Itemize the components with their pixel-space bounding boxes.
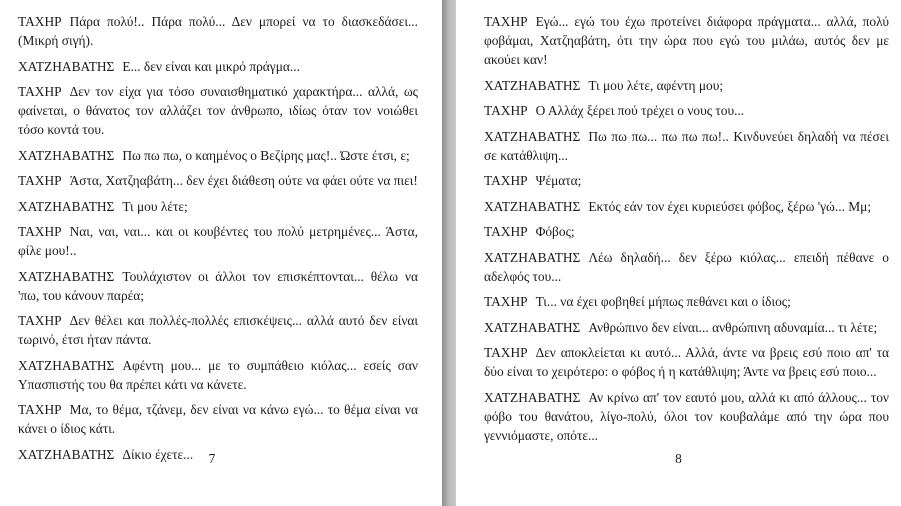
dialogue-text: Εγώ... εγώ του έχω προτείνει διάφορα πράγματα... αλλά, πολύ φοβάμαι, Χατζηαβάτη, ότι την ώρα που εγώ του μιλάω, αυτός δεν με ακούει καν! [484, 14, 889, 67]
dialogue-paragraph [18, 267, 418, 305]
dialogue-paragraph [484, 197, 889, 216]
dialogue-text: Δεν αποκλείεται κι αυτό... Αλλά, άντε να βρεις εσύ ποιο απ' τα δύο είναι το χειρότερο: ο φόβος ή η κατάθλιψη; Άντε να βρεις εσύ ποιο... [484, 345, 889, 379]
speaker-name: ΤΑΧΗΡ [18, 173, 62, 188]
right-text-column [484, 12, 889, 445]
dialogue-text: Ανθρώπινο δεν είναι... ανθρώπινη αδυναμία... τι λέτε; [588, 319, 878, 335]
dialogue-text: Δίκιο έχετε... [122, 446, 194, 462]
page-gutter [442, 0, 456, 506]
dialogue-paragraph [484, 127, 889, 165]
speaker-name: ΧΑΤΖΗΑΒΑΤΗΣ [484, 128, 581, 144]
speaker-name: ΤΑΧΗΡ [484, 14, 528, 29]
speaker-name: ΧΑΤΖΗΑΒΑΤΗΣ [18, 268, 115, 284]
dialogue-paragraph [484, 171, 889, 190]
dialogue-text: Πω πω πω... πω πω πω!.. Κινδυνεύει δηλαδή να πέσει σε κατάθλιψη... [484, 128, 889, 163]
speaker-name: ΧΑΤΖΗΑΒΑΤΗΣ [18, 446, 115, 462]
dialogue-paragraph [484, 388, 889, 445]
speaker-name: ΤΑΧΗΡ [484, 294, 528, 309]
dialogue-paragraph [18, 197, 418, 216]
speaker-name: ΧΑΤΖΗΑΒΑΤΗΣ [18, 58, 115, 74]
speaker-name: ΤΑΧΗΡ [18, 313, 62, 328]
speaker-name: ΧΑΤΖΗΑΒΑΤΗΣ [484, 249, 581, 265]
dialogue-paragraph [18, 356, 418, 394]
dialogue-text: Φόβος; [535, 224, 575, 239]
speaker-name: ΤΑΧΗΡ [18, 14, 62, 29]
right-page-number: 8 [675, 451, 682, 466]
dialogue-text: Ε... δεν είναι και μικρό πράγμα... [122, 58, 300, 74]
dialogue-paragraph [18, 57, 418, 76]
speaker-name: ΧΑΤΖΗΑΒΑΤΗΣ [484, 319, 581, 335]
dialogue-paragraph [18, 171, 418, 190]
dialogue-text: Ναι, ναι, ναι... και οι κουβέντες του πολύ μετρημένες... Άστα, φίλε μου!.. [18, 224, 418, 258]
dialogue-paragraph [18, 400, 418, 438]
dialogue-text: Τουλάχιστον οι άλλοι τον επισκέπτονται... θέλω να 'πω, του κάνουν παρέα; [18, 268, 418, 303]
dialogue-paragraph [484, 12, 889, 69]
dialogue-text: Τι μου λέτε; [122, 198, 188, 214]
speaker-name: ΤΑΧΗΡ [18, 402, 62, 417]
dialogue-text: Λέω δηλαδή... δεν ξέρω κιόλας... επειδή πέθανε ο αδελφός του... [484, 249, 889, 284]
dialogue-text: Ο Αλλάχ ξέρει πού τρέχει ο νους του... [535, 103, 745, 118]
speaker-name: ΤΑΧΗΡ [484, 103, 528, 118]
dialogue-paragraph [484, 101, 889, 120]
left-text-column [18, 12, 418, 464]
dialogue-text: Μα, το θέμα, τζάνεμ, δεν είναι να κάνω εγώ... το θέμα είναι να κάνει ο ίδιος κάτι. [18, 402, 418, 436]
dialogue-paragraph [484, 292, 889, 311]
speaker-name: ΤΑΧΗΡ [484, 173, 528, 188]
dialogue-paragraph [484, 248, 889, 286]
speaker-name: ΧΑΤΖΗΑΒΑΤΗΣ [18, 198, 115, 214]
left-page [0, 0, 442, 506]
dialogue-text: Πάρα πολύ!.. Πάρα πολύ... Δεν μπορεί να το διασκεδάσει... (Μικρή σιγή). [18, 14, 418, 48]
dialogue-text: Αφέντη μου... με το συμπάθειο κιόλας... εσείς σαν Υπασπιστής του θα πρέπει κάτι να κάνετε. [18, 357, 418, 392]
dialogue-paragraph [18, 82, 418, 139]
speaker-name: ΤΑΧΗΡ [18, 84, 62, 99]
dialogue-text: Εκτός εάν τον έχει κυριεύσει φόβος, ξέρω 'γώ... Μμ; [588, 198, 872, 214]
dialogue-text: Άστα, Χατζηαβάτη... δεν έχει διάθεση ούτε να φάει ούτε να πιει! [69, 173, 418, 188]
speaker-name: ΤΑΧΗΡ [484, 224, 528, 239]
dialogue-text: Δεν θέλει και πολλές-πολλές επισκέψεις... αλλά αυτό δεν είναι τωρινό, έτσι ήταν πάντα. [18, 313, 418, 347]
speaker-name: ΤΑΧΗΡ [484, 345, 528, 360]
speaker-name: ΧΑΤΖΗΑΒΑΤΗΣ [18, 357, 115, 373]
speaker-name: ΤΑΧΗΡ [18, 224, 62, 239]
dialogue-paragraph [18, 222, 418, 260]
dialogue-paragraph [484, 222, 889, 241]
dialogue-paragraph [484, 76, 889, 95]
dialogue-text: Αν κρίνω απ' τον εαυτό μου, αλλά κι από άλλους... τον φόβο του θανάτου, λίγο-πολύ, όλοι τον κουβαλάμε από την ώρα που γεννιόμαστε, οπότε... [484, 389, 889, 443]
speaker-name: ΧΑΤΖΗΑΒΑΤΗΣ [484, 389, 581, 405]
speaker-name: ΧΑΤΖΗΑΒΑΤΗΣ [484, 77, 581, 93]
dialogue-text: Δεν τον είχα για τόσο συναισθηματικό χαρακτήρα... αλλά, ως φαίνεται, ο θάνατος τον αλλάζει τον άνθρωπο, ιδίως όταν τον νοιώθει τόσο κοντά του. [18, 84, 418, 137]
left-page-number: 7 [208, 451, 216, 466]
dialogue-paragraph [18, 12, 418, 50]
dialogue-paragraph [484, 318, 889, 337]
dialogue-text: Τι... να έχει φοβηθεί μήπως πεθάνει και ο ίδιος; [535, 294, 791, 309]
dialogue-text: Πω πω πω, ο καημένος ο Βεζίρης μας!.. Ώστε έτσι, ε; [122, 147, 410, 163]
speaker-name: ΧΑΤΖΗΑΒΑΤΗΣ [18, 147, 115, 163]
dialogue-text: Τι μου λέτε, αφέντη μου; [588, 77, 724, 93]
dialogue-paragraph [18, 311, 418, 349]
right-page [456, 0, 901, 506]
dialogue-paragraph [18, 146, 418, 165]
dialogue-text: Ψέματα; [535, 173, 582, 188]
dialogue-paragraph [484, 343, 889, 381]
speaker-name: ΧΑΤΖΗΑΒΑΤΗΣ [484, 198, 581, 214]
